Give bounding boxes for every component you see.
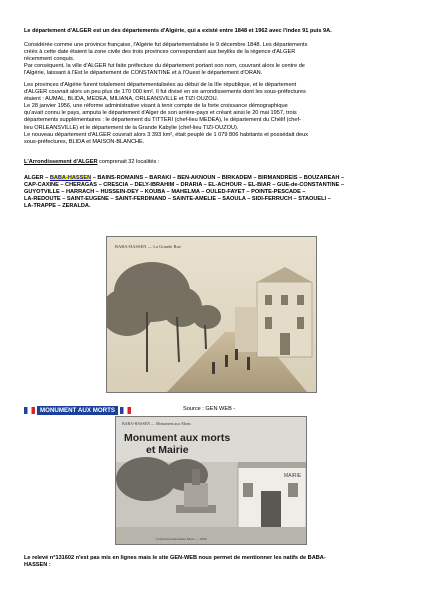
footer-note <box>24 555 402 569</box>
footer-line: HASSEN : <box>24 562 51 569</box>
postcard-monument <box>115 416 307 545</box>
paragraph-line: récemment conquis. <box>24 56 75 63</box>
source-credit: Source : GEN WEB - <box>183 406 236 412</box>
locality-text: – BAINS-ROMAINS – BARAKI – BEN-AKNOUN – BIRKADEM – BIRMANDREIS – BOUZAREAH – <box>91 175 345 181</box>
intro-line: Le département d'ALGER est un des départements d'Algérie, qui a existé entre 1848 et 1962 avec l'index 91 puis 9A. <box>24 28 332 34</box>
french-flag-icon <box>24 407 35 414</box>
paragraph-departments <box>24 82 402 146</box>
monument-top-caption: BABA-HASSEN — Monument aux Morts <box>122 421 191 426</box>
paragraph-line: créés à cette date étaient la zone civile des trois provinces correspondant aux beyliks de la régence d'ALGER <box>24 49 296 56</box>
paragraph-history <box>24 42 402 77</box>
monument-scene-image <box>116 417 306 544</box>
monument-heading <box>24 405 131 415</box>
arrondissement-heading <box>24 159 402 166</box>
paragraph-line: Le nouveau département d'ALGER couvrait alors 3 393 km², était peuplé de 1 079 806 habitants et possédait deux <box>24 131 309 138</box>
paragraph-line: Le 28 janvier 1956, une réforme administrative visant à tenir compte de la forte croissance démographique <box>24 103 288 110</box>
paragraph-line: étaient : AUMAL, BLIDA, MEDEA, MILIANA, ORLEANSVILLE et TIZI OUZOU. <box>24 96 219 103</box>
paragraph-line: Les provinces d'Algérie furent totalement départementalisées au début de la IIIe république, et le département <box>24 82 297 88</box>
monument-title-line2: et Mairie <box>146 444 189 456</box>
paragraph-line: d'ALGER couvrait alors un peu plus de 170 000 km². Il fut divisé en six arrondissements dont les sous-préfectures <box>24 89 306 96</box>
street-scene-image <box>107 237 316 392</box>
paragraph-line: départements supplémentaires : le département du TITTERI (chef-lieu MEDEA), le département du Chélif (chef- <box>24 117 301 124</box>
footer-line: Le relevé n°131602 n'est pas mis en lignes mais le site GEN-WEB nous permet de mentionner les natifs de BABA- <box>24 555 326 561</box>
arrondissement-count: comprenait 32 localités : <box>97 159 160 165</box>
mairie-sign: MAIRIE <box>284 473 302 479</box>
arrondissement-label: L'Arrondissement d'ALGER <box>24 159 98 165</box>
paragraph-line: l'Algérie, laissant à l'Est le département de CONSTANTINE et à l'Ouest le département d'ORAN. <box>24 70 263 77</box>
localities-list <box>24 175 402 210</box>
locality-text: ALGER – <box>24 175 50 181</box>
postcard-grande-rue <box>106 236 317 393</box>
paragraph-line: sous-préfectures, BLIDA et MAISON-BLANCHE. <box>24 138 145 145</box>
locality-line: GUYOTVILLE – HARRACH – HUSSEIN-DEY – KOUBA – MAHELMA – OULED-FAYET – POINTE-PESCADE – <box>24 189 306 196</box>
monument-title-line1: Monument aux morts <box>124 432 231 444</box>
postcard-caption: BABA-HASSEN — La Grande Rue <box>115 244 181 249</box>
paragraph-line: Par conséquent, la ville d'ALGER fut faite préfecture du département portant son nom, couvrant alors le centre de <box>24 63 305 70</box>
paragraph-line: qu'avait connu le pays, amputa le département d'Alger de son arrière-pays et créant ainsi le 20 mai 1957, trois <box>24 110 297 117</box>
locality-line: LA-REDOUTE – SAINT-EUGENE – SAINT-FERDINAND – SAINTE-AMELIE – SAOULA – SIDI-FERRUCH – STAOUELI – <box>24 196 331 203</box>
monument-label: MONUMENT AUX MORTS <box>37 406 118 415</box>
paragraph-line: Considérée comme une province française, l'Algérie fut départementalisée le 9 décembre 1848. Les départements <box>24 42 308 48</box>
paragraph-line: lieu ORLEANSVILLE) et le département de la Grande Kabylie (chef-lieu TIZI-OUZOU). <box>24 124 239 131</box>
french-flag-icon <box>120 407 131 414</box>
locality-line: CAP-CAXINE – CHERAGAS – CRESCIA – DELY-IBRAHIM – DRARIA – EL-ACHOUR – EL-BIAR – GUE-de-CONSTANTINE – <box>24 182 345 189</box>
monument-bottom-caption: Collection Alexandre Mora — 1950 <box>156 537 207 541</box>
locality-line: LA-TRAPPE – ZERALDA. <box>24 203 91 210</box>
baba-hassen-link[interactable]: BABA-HASSEN <box>49 175 92 181</box>
